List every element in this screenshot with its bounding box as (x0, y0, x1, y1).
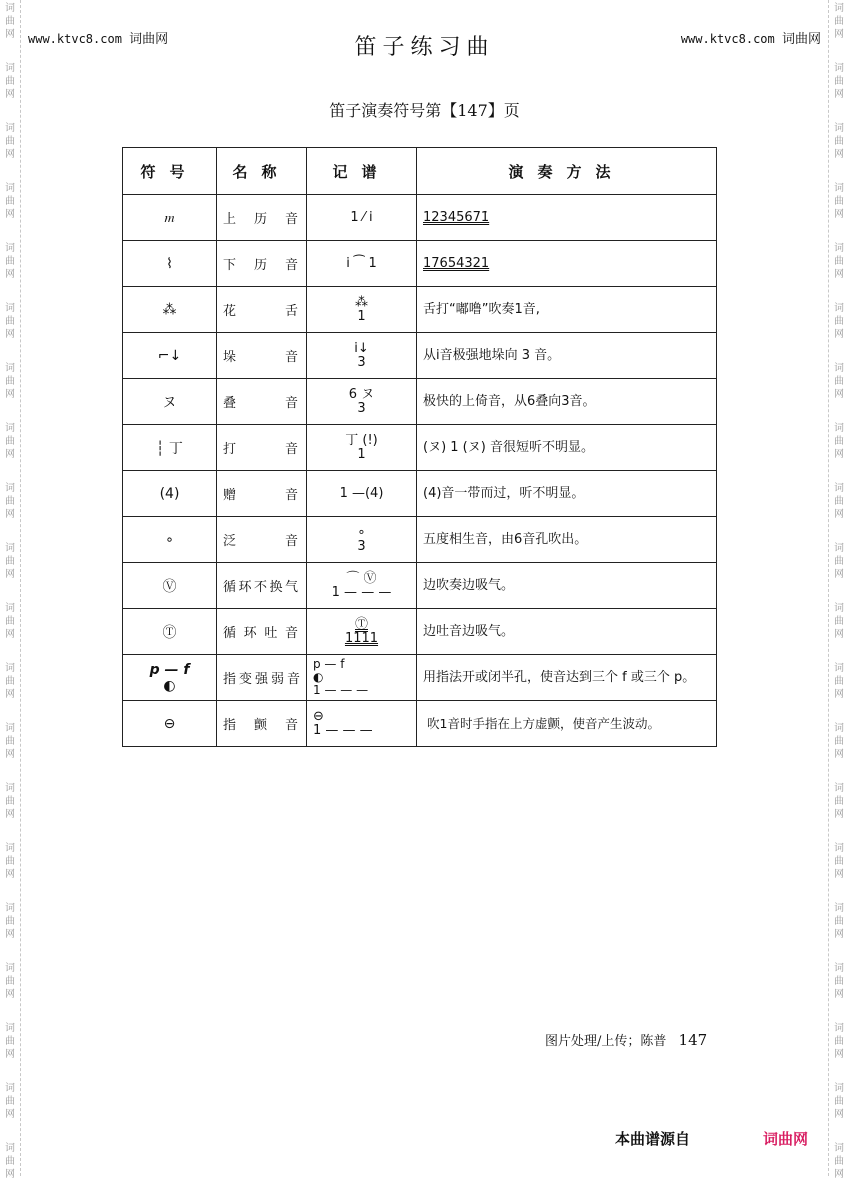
row-method: 从i音极强地垛向 3 音。 (417, 333, 717, 379)
watermark-text: 词曲网 (5, 423, 15, 460)
footer-credit-text: 图片处理/上传；陈普 (545, 1034, 667, 1049)
watermark-text: 词曲网 (5, 363, 15, 400)
row-name: 循环吐音 (217, 609, 307, 655)
row-method: 边吹奏边吸气。 (417, 563, 717, 609)
row-method: 吹1音时手指在上方虚颤，使音产生波动。 (417, 701, 717, 747)
header-site-right-url[interactable]: www.ktvc8.com (680, 32, 775, 46)
watermark-text: 词曲网 (5, 963, 15, 1000)
watermark-text: 词曲网 (834, 183, 844, 220)
watermark-text: 词曲网 (834, 903, 844, 940)
row-symbol: Ⓥ (123, 563, 217, 609)
row-name: 指颤音 (217, 701, 307, 747)
row-score: ⁂ 1 (307, 287, 417, 333)
table-row (123, 655, 717, 701)
row-symbol: ⌇ (123, 241, 217, 287)
row-method: 用指法开或闭半孔，使音达到三个 f 或三个 p。 (417, 655, 717, 701)
table-header-row (123, 148, 717, 195)
header-site-right-name: 词曲网 (781, 32, 821, 47)
row-name: 上历音 (217, 195, 307, 241)
row-score: 1 ⁄ i̇ (307, 195, 417, 241)
row-name: 指变强弱音 (217, 655, 307, 701)
page-title: 笛子练习曲 (354, 35, 495, 60)
row-symbol: ⌐↓ (123, 333, 217, 379)
left-watermark-strip (0, 0, 21, 1180)
table-row (123, 287, 717, 333)
page-subtitle: 笛子演奏符号第【147】页 (329, 101, 520, 120)
row-symbol: 𝆐 (123, 195, 217, 241)
row-method: (4)音一带而过，听不明显。 (417, 471, 717, 517)
watermark-text: 词曲网 (5, 303, 15, 340)
watermark-text: 词曲网 (834, 603, 844, 640)
header-score: 记谱 (307, 148, 417, 195)
row-method: 极快的上倚音，从6叠向3音。 (417, 379, 717, 425)
watermark-text: 词曲网 (5, 123, 15, 160)
row-symbol: ⁂ (123, 287, 217, 333)
table-row (123, 471, 717, 517)
watermark-text: 词曲网 (5, 543, 15, 580)
watermark-text: 词曲网 (834, 723, 844, 760)
watermark-text: 词曲网 (5, 3, 15, 40)
watermark-text: 词曲网 (834, 963, 844, 1000)
table-row (123, 379, 717, 425)
watermark-text: 词曲网 (834, 363, 844, 400)
row-symbol: ┆ 丁 (123, 425, 217, 471)
watermark-text: 词曲网 (5, 1143, 15, 1180)
right-watermark-strip (828, 0, 849, 1180)
row-method: (ヌ) 1 (ヌ) 音很短听不明显。 (417, 425, 717, 471)
header-symbol: 符号 (123, 148, 217, 195)
header-method: 演奏方法 (417, 148, 717, 195)
row-name: 叠音 (217, 379, 307, 425)
watermark-text: 词曲网 (5, 663, 15, 700)
watermark-text: 词曲网 (5, 903, 15, 940)
row-name: 赠音 (217, 471, 307, 517)
watermark-text: 词曲网 (5, 843, 15, 880)
row-name: 花舌 (217, 287, 307, 333)
watermark-text: 词曲网 (5, 183, 15, 220)
watermark-text: 词曲网 (834, 1083, 844, 1120)
watermark-text: 词曲网 (5, 1083, 15, 1120)
watermark-text: 词曲网 (834, 843, 844, 880)
row-name: 循环不换气 (217, 563, 307, 609)
row-method: 五度相生音，由6音孔吹出。 (417, 517, 717, 563)
watermark-text: 词曲网 (834, 303, 844, 340)
watermark-text: 词曲网 (834, 123, 844, 160)
table-row (123, 609, 717, 655)
source-label: 本曲谱源自 (615, 1130, 691, 1148)
header-site-left-url[interactable]: www.ktvc8.com (28, 32, 122, 46)
row-symbol: (4) (123, 471, 217, 517)
notation-table (122, 147, 717, 747)
row-method: 边吐音边吸气。 (417, 609, 717, 655)
row-score: ∘ 3 (307, 517, 417, 563)
watermark-text: 词曲网 (5, 783, 15, 820)
row-score: Ⓣ 1111 (307, 609, 417, 655)
table-row (123, 195, 717, 241)
page-number: 147 (678, 1031, 708, 1049)
row-method: 12345671̇ (417, 195, 717, 241)
row-score: i̇↓ 3 (307, 333, 417, 379)
table-row (123, 241, 717, 287)
watermark-text: 词曲网 (834, 1023, 844, 1060)
watermark-text: 词曲网 (834, 543, 844, 580)
row-name: 下历音 (217, 241, 307, 287)
row-score: ⊖ 1 — — — (307, 701, 417, 747)
row-score: i̇ ⁀ 1 (307, 241, 417, 287)
row-score: p — f ◐ 1 — — — (307, 655, 417, 701)
watermark-text: 词曲网 (5, 483, 15, 520)
watermark-text: 词曲网 (5, 63, 15, 100)
row-name: 打音 (217, 425, 307, 471)
row-name: 泛音 (217, 517, 307, 563)
header-name: 名称 (217, 148, 307, 195)
row-symbol: ヌ (123, 379, 217, 425)
header-site-left-name: 词曲网 (129, 32, 169, 47)
table-row (123, 563, 717, 609)
watermark-text: 词曲网 (5, 243, 15, 280)
footer-credit (545, 1030, 707, 1049)
watermark-text: 词曲网 (834, 1143, 844, 1180)
watermark-text: 词曲网 (834, 243, 844, 280)
row-method: 舌打“嘟噜”吹奏1音, (417, 287, 717, 333)
row-symbol: p — f ◐ (123, 655, 217, 701)
row-symbol: ∘ (123, 517, 217, 563)
watermark-text: 词曲网 (834, 63, 844, 100)
watermark-text: 词曲网 (5, 603, 15, 640)
row-symbol: Ⓣ (123, 609, 217, 655)
watermark-text: 词曲网 (5, 723, 15, 760)
row-score: ⌒ Ⓥ 1 — — — (307, 563, 417, 609)
watermark-text: 词曲网 (834, 483, 844, 520)
watermark-text: 词曲网 (5, 1023, 15, 1060)
row-score: 丁 (!) 1 (307, 425, 417, 471)
row-score: 6 ヌ 3 (307, 379, 417, 425)
watermark-text: 词曲网 (834, 783, 844, 820)
row-score: 1 —(4) (307, 471, 417, 517)
table-row (123, 333, 717, 379)
watermark-text: 词曲网 (834, 423, 844, 460)
row-symbol: ⊖ (123, 701, 217, 747)
table-row (123, 517, 717, 563)
row-name: 垛音 (217, 333, 307, 379)
table-row (123, 701, 717, 747)
watermark-text: 词曲网 (834, 3, 844, 40)
table-row (123, 425, 717, 471)
row-method: 17654321 (417, 241, 717, 287)
watermark-text: 词曲网 (834, 663, 844, 700)
source-site-link[interactable]: 词曲网 (763, 1130, 809, 1148)
